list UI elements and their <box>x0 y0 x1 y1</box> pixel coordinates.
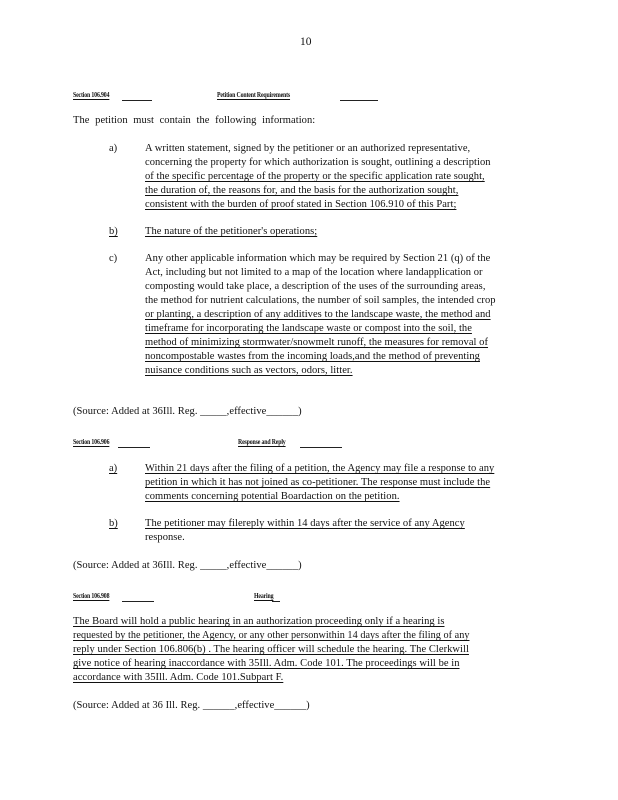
item-904-a-line-1: A written statement, signed by the petitioner or an authorized representative, <box>145 143 471 154</box>
page-number: 10 <box>300 36 312 48</box>
item-904-c-line-9: nuisance conditions such as vectors, odors, litter. <box>145 365 353 376</box>
item-904-c-line-3: composting would take place, a description of the uses of the surrounding areas, <box>145 281 486 292</box>
section-906-title: Response and Reply <box>238 437 286 446</box>
item-906-a-line-2: petition in which it has not joined as co-petitioner. The response must include the <box>145 477 491 488</box>
section-908-title-rule <box>272 601 280 602</box>
item-904-c-line-5: or planting, a description of any additives to the landscape waste, the method and <box>145 309 491 320</box>
item-904-a-line-2: concerning the property for which authorization is sought, outlining a description <box>145 157 491 168</box>
item-904-c-label: c) <box>109 253 118 264</box>
item-906-a-label: a) <box>109 463 118 474</box>
item-906-b-label: b) <box>109 518 118 529</box>
section-904-number-rule <box>122 100 152 101</box>
section-908-source: (Source: Added at 36 Ill. Reg. ______,effective______) <box>73 700 310 711</box>
section-908-line-5: accordance with 35Ill. Adm. Code 101.Subpart F. <box>73 672 284 683</box>
item-904-b-line-1: The nature of the petitioner's operations; <box>145 226 318 237</box>
item-904-c-line-4: the method for nutrient calculations, the number of soil samples, the intended crop <box>145 295 496 306</box>
section-906-number-rule <box>118 447 150 448</box>
item-904-a-line-4: the duration of, the reasons for, and the basis for the authorization sought, <box>145 185 459 196</box>
item-906-b-line-1: The petitioner may filereply within 14 days after the service of any Agency <box>145 518 465 529</box>
item-904-a-label: a) <box>109 143 118 154</box>
item-906-a-line-3: comments concerning potential Boardaction on the petition. <box>145 491 400 502</box>
section-906-number: Section 106.906 <box>73 437 110 446</box>
section-908-line-4: give notice of hearing inaccordance with 35Ill. Adm. Code 101. The proceedings will be in <box>73 658 460 669</box>
item-906-b-line-2: response. <box>145 532 185 543</box>
item-904-c-line-1: Any other applicable information which may be required by Section 21 (q) of the <box>145 253 491 264</box>
item-904-b-label: b) <box>109 226 118 237</box>
item-904-c-line-2: Act, including but not limited to a map of the location where landapplication or <box>145 267 483 278</box>
section-906-source: (Source: Added at 36Ill. Reg. _____,effective______) <box>73 560 302 571</box>
item-904-c-line-8: noncompostable wastes from the incoming loads,and the method of preventing <box>145 351 480 362</box>
section-904-intro: The petition must contain the following information: <box>73 115 316 126</box>
section-904-title-rule <box>340 100 378 101</box>
item-904-a-line-5: consistent with the burden of proof stated in Section 106.910 of this Part; <box>145 199 457 210</box>
section-904-number: Section 106.904 <box>73 90 110 99</box>
item-904-a-line-3: of the specific percentage of the property or the specific application rate sought, <box>145 171 485 182</box>
section-908-title: Hearing <box>254 591 274 600</box>
section-908-line-3: reply under Section 106.806(b) . The hearing officer will schedule the hearing. The Clerkwill <box>73 644 469 655</box>
section-908-number: Section 106.908 <box>73 591 110 600</box>
item-904-c-line-6: timeframe for incorporating the landscape waste or compost into the soil, the <box>145 323 472 334</box>
item-906-a-line-1: Within 21 days after the filing of a petition, the Agency may file a response to any <box>145 463 495 474</box>
section-904-title: Petition Content Requirements <box>217 90 291 99</box>
section-904-source: (Source: Added at 36Ill. Reg. _____,effective______) <box>73 406 302 417</box>
section-908-number-rule <box>122 601 154 602</box>
section-908-line-2: requested by the petitioner, the Agency, or any other personwithin 14 days after the filing of any <box>73 630 470 641</box>
section-906-title-rule <box>300 447 342 448</box>
item-904-c-line-7: method of minimizing stormwater/snowmelt runoff, the measures for removal of <box>145 337 489 348</box>
section-908-line-1: The Board will hold a public hearing in an authorization proceeding only if a hearing is <box>73 616 445 627</box>
